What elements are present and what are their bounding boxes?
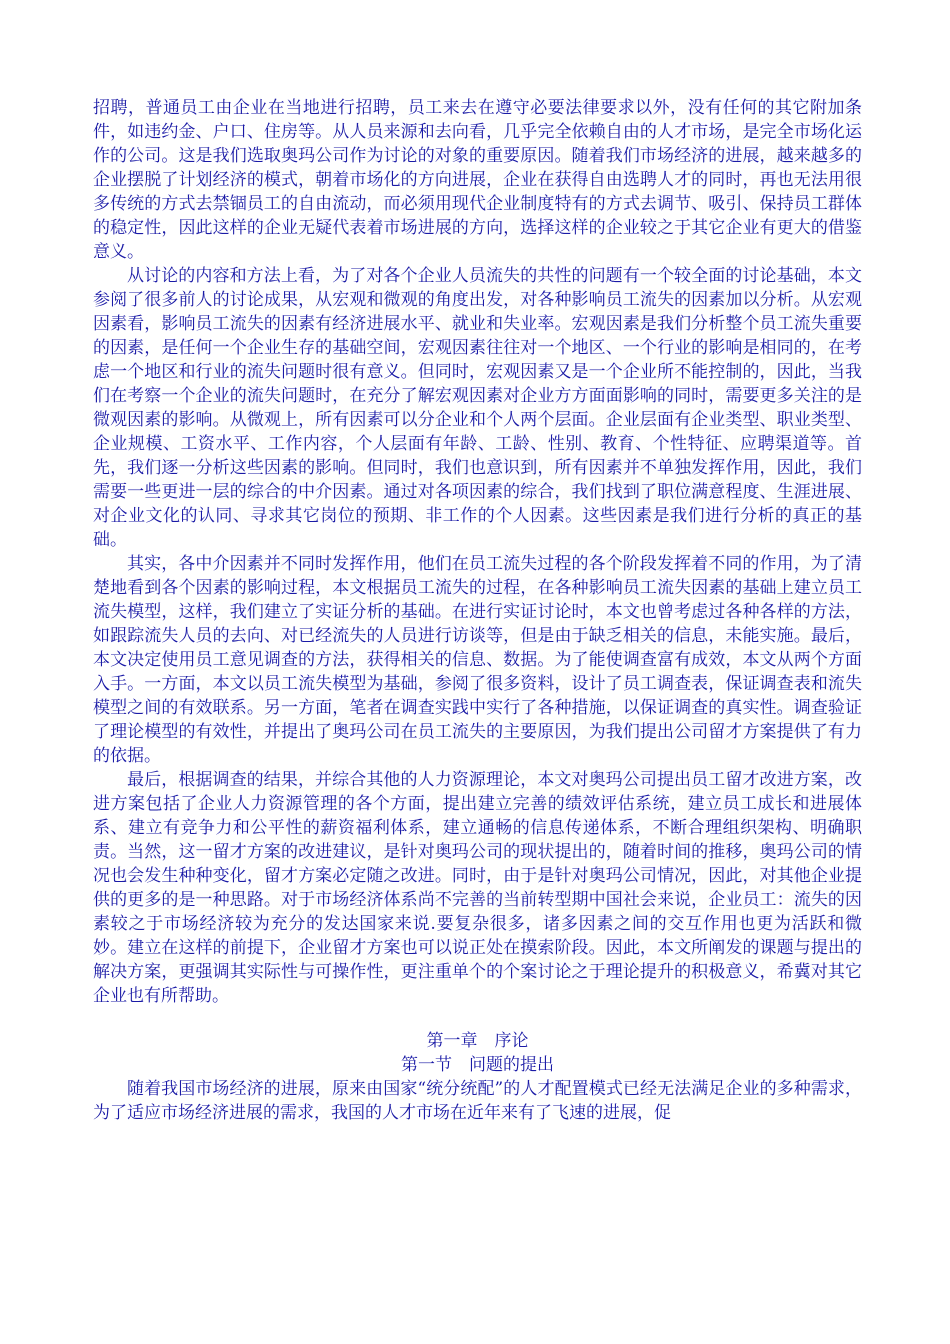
paragraph-empirical-analysis: 其实，各中介因素并不同时发挥作用，他们在员工流失过程的各个阶段发挥着不同的作用，为了清楚地看到各个因素的影响过程，本文根据员工流失的过程，在各种影响员工流失因素的基础上建立员工流失模型，这样，我们建立了实证分析的基础。在进行实证讨论时，本文也曾考虑过各种各样的方法，如跟踪流失人员的去向、对已经流失的人员进行访谈等，但是由于缺乏相关的信息，未能实施。最后，本文决定使用员工意见调查的方法，获得相关的信息、数据。为了能使调查富有成效，本文从两个方面入手。一方面，本文以员工流失模型为基础，参阅了很多资料，设计了员工调查表，保证调查表和流失模型之间的有效联系。另一方面，笔者在调查实践中实行了各种措施，以保证调查的真实性。调查验证了理论模型的有效性，并提出了奥玛公司在员工流失的主要原因，为我们提出公司留才方案提供了有力的依据。	[93, 554, 862, 766]
chapter-heading: 第一章 序论	[426, 1031, 529, 1051]
paragraph-intro-continued: 招聘，普通员工由企业在当地进行招聘，员工来去在遵守必要法律要求以外，没有任何的其它附加条件，如违约金、户口、住房等。从人员来源和去向看，几乎完全依赖自由的人才市场，是完全市场化运作的公司。这是我们选取奥玛公司作为讨论的对象的重要原因。随着我们市场经济的进展，越来越多的企业摆脱了计划经济的模式，朝着市场化的方向进展，企业在获得自由选聘人才的同时，再也无法用很多传统的方式去禁锢员工的自由流动，而必须用现代企业制度特有的方式去调节、吸引、保持员工群体的稳定性，因此这样的企业无疑代表着市场进展的方向，选择这样的企业较之于其它企业有更大的借鉴意义。	[93, 98, 862, 262]
paragraph-section-start: 随着我国市场经济的进展，原来由国家“统分统配”的人才配置模式已经无法满足企业的多种需求，为了适应市场经济进展的需求，我国的人才市场在近年来有了飞速的进展，促	[93, 1079, 862, 1123]
paragraph-research-content: 从讨论的内容和方法上看，为了对各个企业人员流失的共性的问题有一个较全面的讨论基础，本文参阅了很多前人的讨论成果，从宏观和微观的角度出发，对各种影响员工流失的因素加以分析。从宏观因素看，影响员工流失的因素有经济进展水平、就业和失业率。宏观因素是我们分析整个员工流失重要的因素，是任何一个企业生存的基础空间，宏观因素往往对一个地区、一个行业的影响是相同的，在考虑一个地区和行业的流失问题时很有意义。但同时，宏观因素又是一个企业所不能控制的，因此，当我们在考察一个企业的流失问题时，在充分了解宏观因素对企业方方面面影响的同时，需要更多关注的是微观因素的影响。从微观上，所有因素可以分企业和个人两个层面。企业层面有企业类型、职业类型、企业规模、工资水平、工作内容，个人层面有年龄、工龄、性别、教育、个性特征、应聘渠道等。首先，我们逐一分析这些因素的影响。但同时，我们也意识到，所有因素并不单独发挥作用，因此，我们需要一些更进一层的综合的中介因素。通过对各项因素的综合，我们找到了职位满意程度、生涯进展、对企业文化的认同、寻求其它岗位的预期、非工作的个人因素。这些因素是我们进行分析的真正的基础。	[93, 266, 862, 550]
paragraph-retention-plan: 最后，根据调查的结果，并综合其他的人力资源理论，本文对奥玛公司提出员工留才改进方案，改进方案包括了企业人力资源管理的各个方面，提出建立完善的绩效评估系统，建立员工成长和进展体系、建立有竞争力和公平性的薪资福利体系，建立通畅的信息传递体系，不断合理组织架构、明确职责。当然，这一留才方案的改进建议，是针对奥玛公司的现状提出的，随着时间的推移，奥玛公司的情况也会发生种种变化，留才方案必定随之改进。同时，由于是针对奥玛公司情况，因此，对其他企业提供的更多的是一种思路。对于市场经济体系尚不完善的当前转型期中国社会来说，企业员工：流失的因素较之于市场经济较为充分的发达国家来说.要复杂很多，诸多因素之间的交互作用也更为活跃和微妙。建立在这样的前提下，企业留才方案也可以说正处在摸索阶段。因此，本文所阐发的课题与提出的解决方案，更强调其实际性与可操作性，更注重单个的个案讨论之于理论提升的积极意义，希冀对其它企业也有所帮助。	[93, 770, 862, 1006]
section-heading: 第一节 问题的提出	[401, 1055, 554, 1075]
